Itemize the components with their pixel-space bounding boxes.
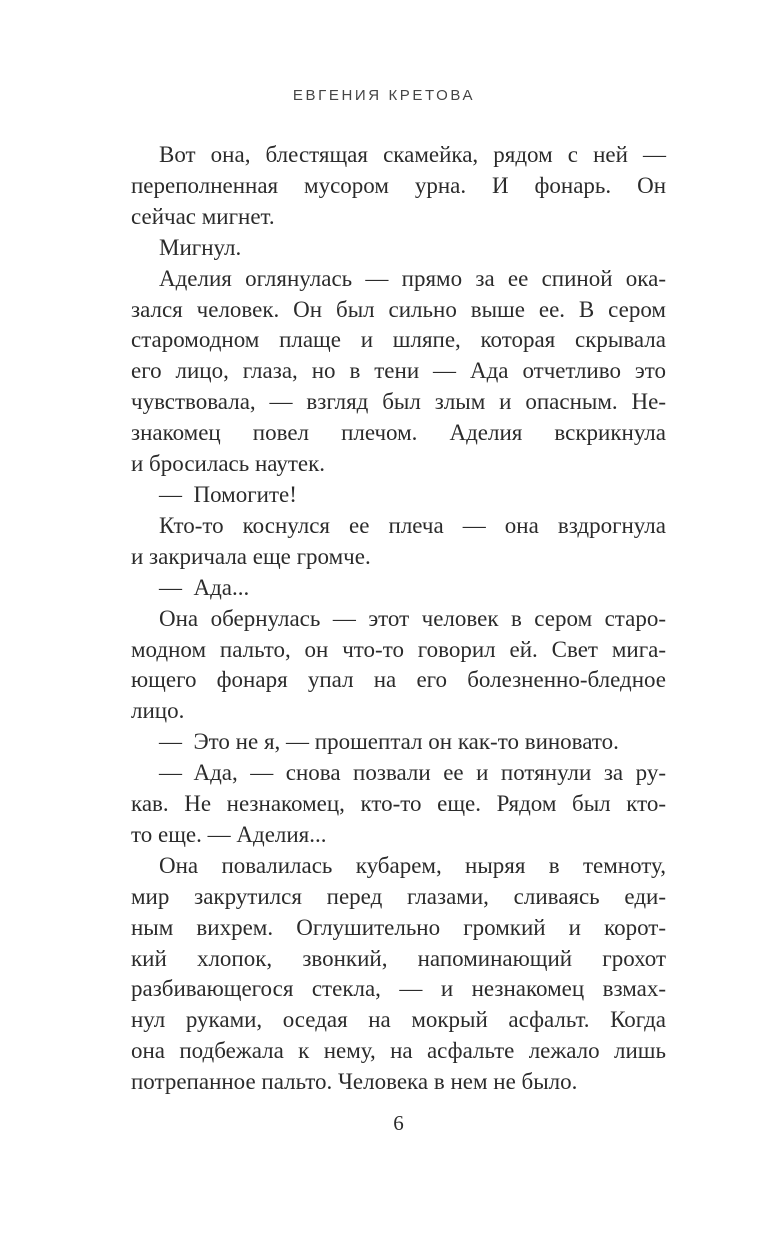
text-line: кав. Не незнакомец, кто-то еще. Рядом был кто-	[131, 791, 666, 817]
paragraph	[131, 480, 666, 511]
paragraph	[131, 727, 666, 758]
text-line: — Это не я, — прошептал он как-то виновато.	[159, 729, 619, 755]
text-line: сейчас мигнет.	[131, 203, 275, 229]
text-line: чувствовала, — взгляд был злым и опасным. Не-	[131, 389, 666, 415]
text-line: — Ада, — снова позвали ее и потянули за ру-	[159, 760, 666, 786]
text-line: и бросилась наутек.	[131, 451, 326, 477]
text-line: модном пальто, он что-то говорил ей. Свет мига-	[131, 636, 666, 662]
paragraph	[131, 851, 666, 1098]
text-line: его лицо, глаза, но в тени — Ада отчетливо это	[131, 358, 666, 384]
paragraph	[131, 758, 666, 851]
text-line: старомодном плаще и шляпе, которая скрывала	[131, 327, 666, 353]
text-line: потрепанное пальто. Человека в нем не было.	[131, 1069, 578, 1095]
body-text	[131, 140, 666, 1098]
text-line: ющего фонаря упал на его болезненно-бледное	[131, 667, 666, 693]
paragraph	[131, 604, 666, 728]
text-line: ным вихрем. Оглушительно громкий и корот-	[131, 914, 666, 940]
text-line: то еще. — Аделия...	[131, 821, 327, 847]
text-line: зался человек. Он был сильно выше ее. В сером	[131, 296, 666, 322]
text-line: переполненная мусором урна. И фонарь. Он	[131, 172, 666, 198]
paragraph	[131, 573, 666, 604]
text-line: Аделия оглянулась — прямо за ее спиной ока-	[159, 265, 666, 291]
text-line: и закричала еще громче.	[131, 543, 371, 569]
paragraph	[131, 233, 666, 264]
text-line: она подбежала к нему, на асфальте лежало лишь	[131, 1038, 666, 1064]
text-line: Кто-то коснулся ее плеча — она вздрогнула	[159, 512, 666, 538]
text-line: кий хлопок, звонкий, напоминающий грохот	[131, 945, 666, 971]
text-line: мир закрутился перед глазами, сливаясь еди-	[131, 883, 666, 909]
text-line: лицо.	[131, 698, 185, 724]
text-line: нул руками, оседая на мокрый асфальт. Когда	[131, 1007, 666, 1033]
paragraph	[131, 511, 666, 573]
page-number: 6	[393, 1111, 404, 1135]
text-line: — Ада...	[159, 574, 250, 600]
text-line: Вот она, блестящая скамейка, рядом с ней —	[159, 142, 666, 167]
running-header-author: ЕВГЕНИЯ КРЕТОВА	[292, 87, 476, 104]
text-line: Она повалилась кубарем, ныряя в темноту,	[159, 852, 666, 878]
text-line: — Помогите!	[159, 481, 297, 507]
paragraph	[131, 140, 666, 233]
text-line: знакомец повел плечом. Аделия вскрикнула	[131, 420, 666, 446]
text-line: разбивающегося стекла, — и незнакомец взмах-	[131, 976, 666, 1002]
paragraph	[131, 264, 666, 480]
text-line: Она обернулась — этот человек в сером старо-	[159, 605, 666, 631]
text-line: Мигнул.	[159, 234, 242, 260]
